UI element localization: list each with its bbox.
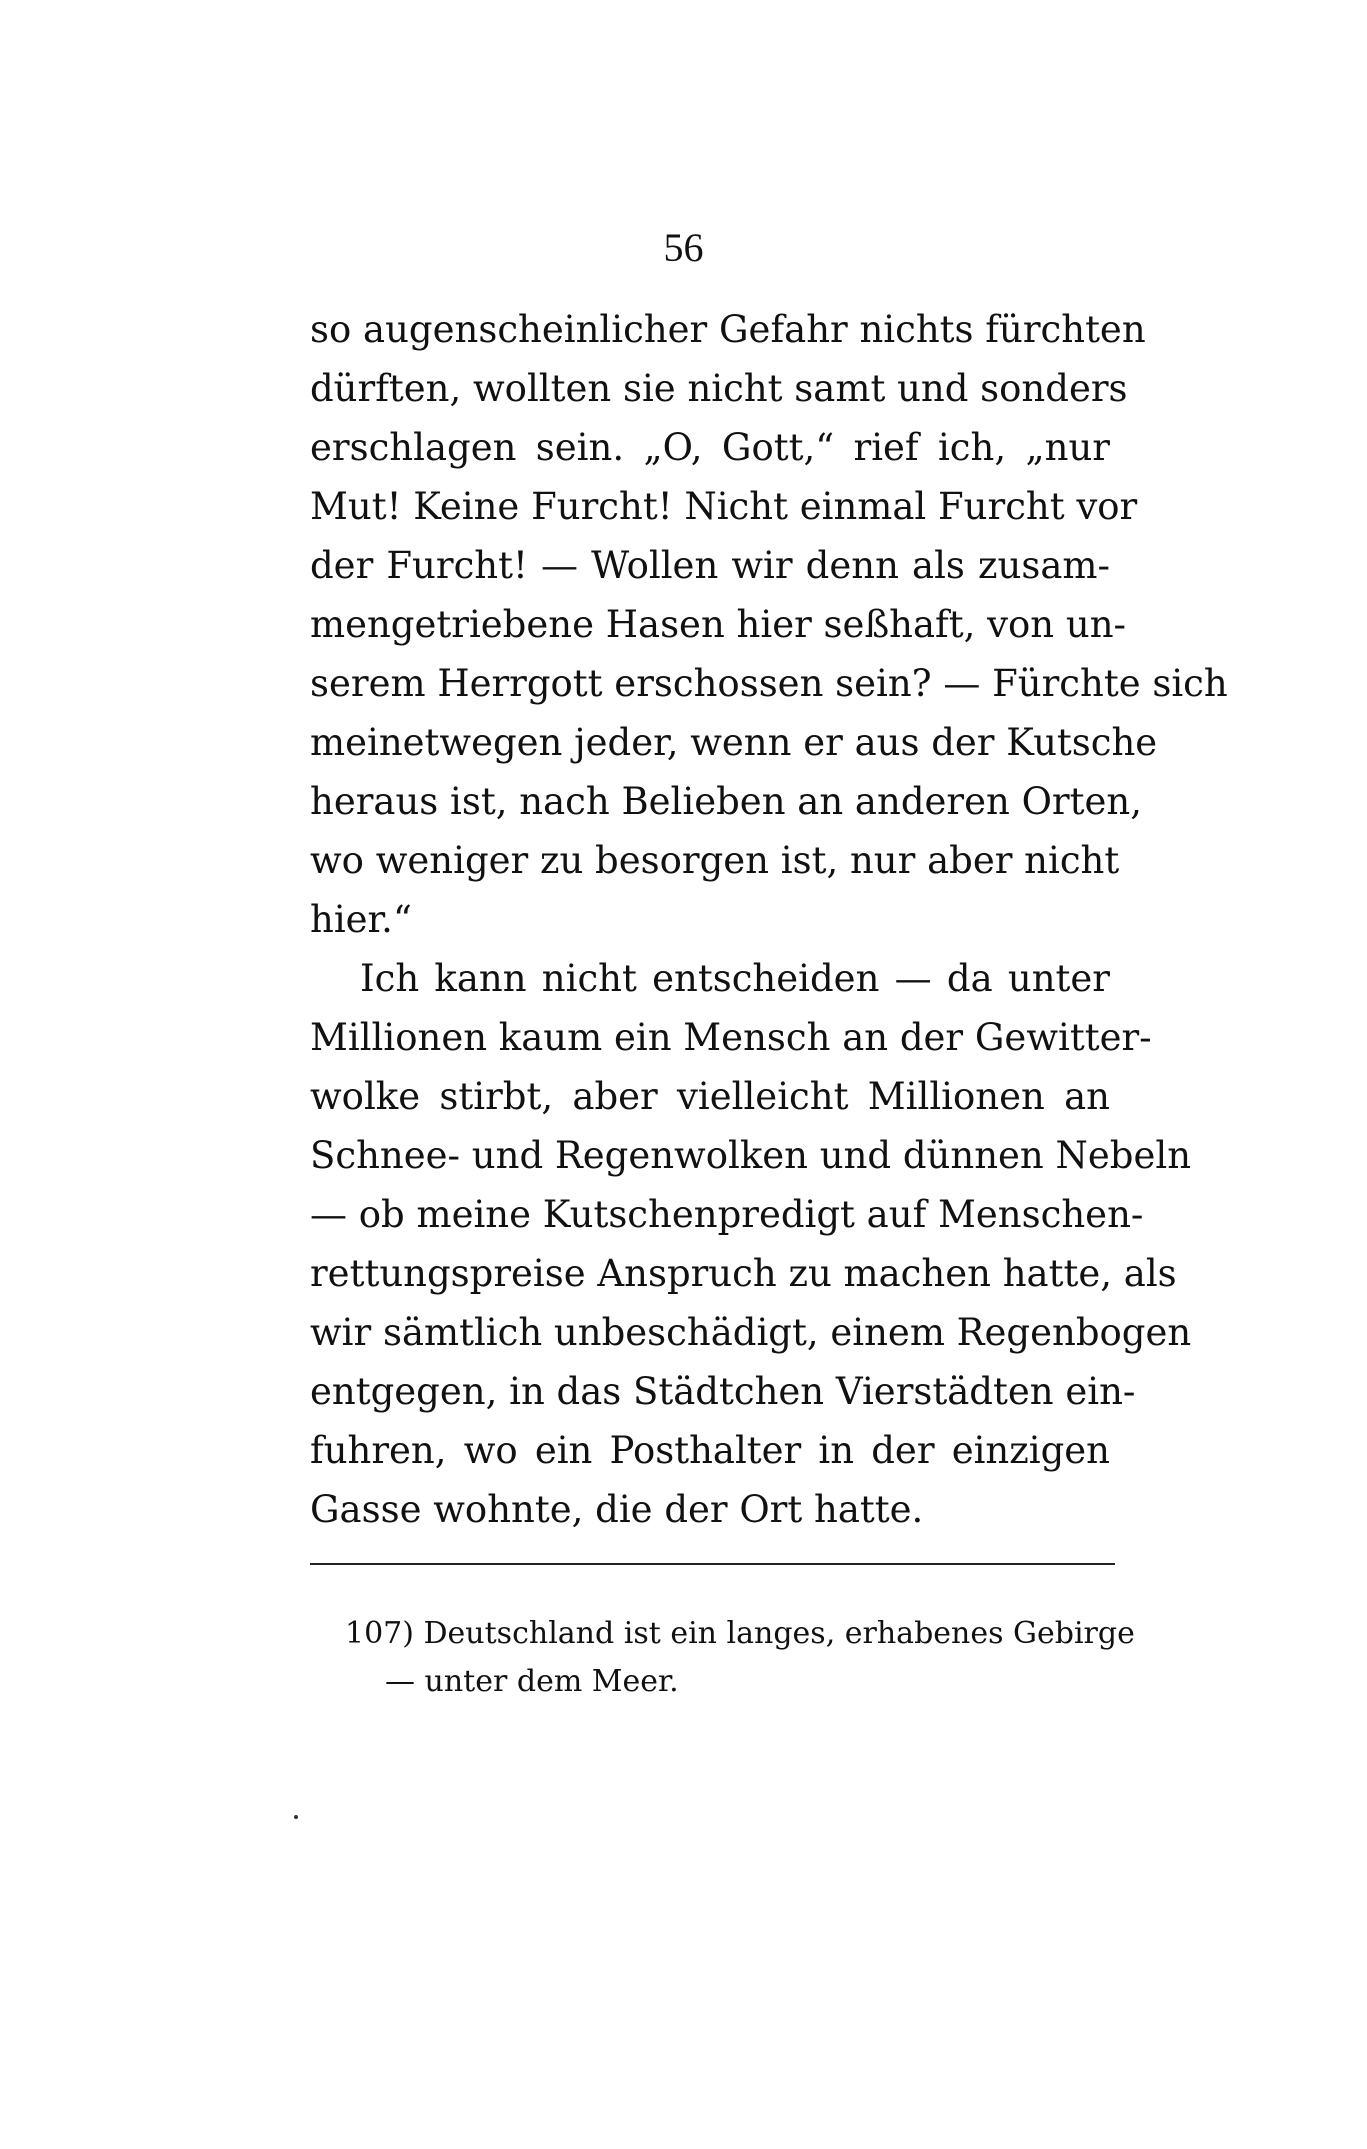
print-speck bbox=[294, 1815, 298, 1819]
footnote-divider bbox=[310, 1563, 1115, 1565]
text-line: wo weniger zu besorgen ist, nur aber nicht bbox=[310, 839, 1120, 882]
footnote-line: 107) Deutschland ist ein langes, erhabenes Gebirge bbox=[345, 1616, 1135, 1651]
text-line: wolke stirbt, aber vielleicht Millionen an bbox=[310, 1075, 1110, 1118]
text-line: entgegen, in das Städtchen Vierstädten ein- bbox=[310, 1370, 1136, 1413]
footnote-line: — unter dem Meer. bbox=[385, 1664, 679, 1699]
text-line: Schnee- und Regenwolken und dünnen Nebeln bbox=[310, 1134, 1192, 1177]
text-line: mengetriebene Hasen hier seßhaft, von un- bbox=[310, 603, 1127, 646]
text-line: serem Herrgott erschossen sein? — Fürchte sich bbox=[310, 662, 1228, 705]
paragraph-end-line: hier.“ bbox=[310, 898, 412, 941]
text-line: erschlagen sein. „O, Gott,“ rief ich, „nur bbox=[310, 426, 1110, 469]
body-text bbox=[310, 300, 1228, 1539]
text-line: Mut! Keine Furcht! Nicht einmal Furcht vor bbox=[310, 485, 1138, 528]
text-line: so augenscheinlicher Gefahr nichts fürchten bbox=[310, 308, 1146, 351]
paragraph-start-line: Ich kann nicht entscheiden — da unter bbox=[360, 957, 1110, 1000]
text-line: heraus ist, nach Belieben an anderen Orten, bbox=[310, 780, 1142, 823]
paragraph-end-line: Gasse wohnte, die der Ort hatte. bbox=[310, 1488, 924, 1531]
text-line: der Furcht! — Wollen wir denn als zusam- bbox=[310, 544, 1110, 587]
text-line: wir sämtlich unbeschädigt, einem Regenbogen bbox=[310, 1311, 1192, 1354]
text-line: dürften, wollten sie nicht samt und sonders bbox=[310, 367, 1128, 410]
text-line: — ob meine Kutschenpredigt auf Menschen- bbox=[310, 1193, 1144, 1236]
text-line: Millionen kaum ein Mensch an der Gewitter- bbox=[310, 1016, 1152, 1059]
text-line: rettungspreise Anspruch zu machen hatte, als bbox=[310, 1252, 1177, 1295]
text-line: meinetwegen jeder, wenn er aus der Kutsche bbox=[310, 721, 1158, 764]
footnote bbox=[345, 1610, 1135, 1706]
page-number: 56 bbox=[663, 225, 704, 270]
text-line: fuhren, wo ein Posthalter in der einzigen bbox=[310, 1429, 1110, 1472]
